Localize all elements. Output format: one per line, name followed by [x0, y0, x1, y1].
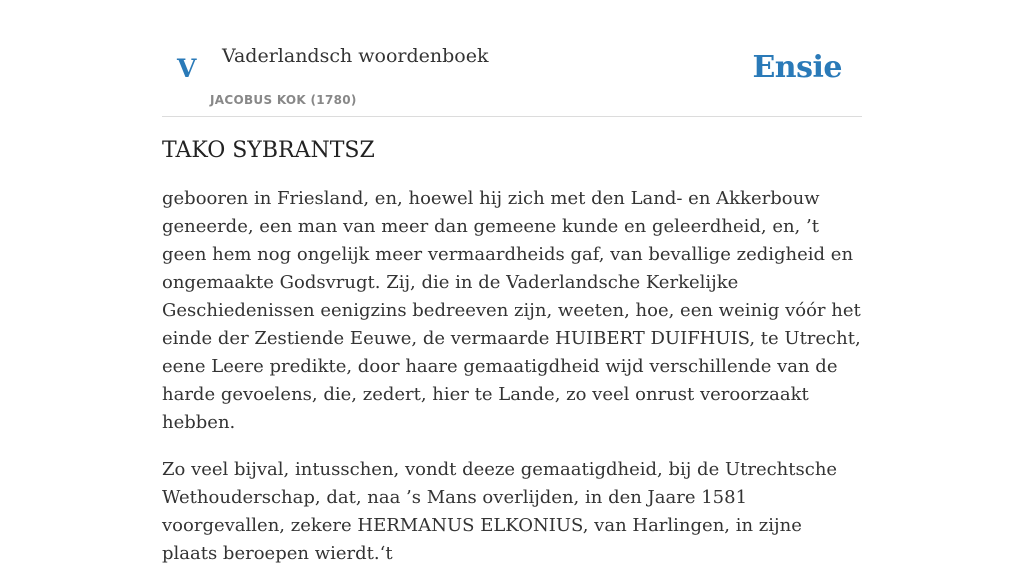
entry-paragraph: Zo veel bijval, intusschen, vondt deeze gemaatigdheid, bij de Utrechtsche Wethouderschap, dat, naa ’s Mans overlijden, in den Jaare 1581 voorgevallen, zekere HERMANUS ELKONIUS, van Harlingen, in zijne plaats beroepen wierdt.‘t — [162, 459, 838, 564]
entry-title: TAKO SYBRANTSZ — [162, 138, 375, 163]
site-logo[interactable]: Ensie — [752, 50, 842, 85]
page-header — [162, 0, 862, 117]
entry-paragraph: gebooren in Friesland, en, hoewel hij zich met den Land- en Akkerbouw geneerde, een man van meer dan gemeene kunde en geleerdheid, en, ’t geen hem nog ongelijk meer vermaardheids gaf, van bevallige zedigheid en ongemaakte Godsvrugt. Zij, die in de Vaderlandsche Kerkelijke Geschiedenissen eenigzins bedreeven zijn, weeten, hoe, een weinig vóór het einde der Zestiende Eeuwe, de vermaarde HUIBERT DUIFHUIS, te Utrecht, eene Leere predikte, door haare gemaatigdheid wijd verschillende van de harde gevoelens, die, zedert, hier te Lande, zo veel onrust veroorzaakt hebben. — [162, 188, 861, 433]
volume-letter[interactable]: V — [177, 54, 197, 83]
book-title[interactable]: Vaderlandsch woordenboek — [222, 45, 489, 67]
book-author: JACOBUS KOK (1780) — [210, 93, 357, 107]
entry-content — [162, 138, 862, 587]
